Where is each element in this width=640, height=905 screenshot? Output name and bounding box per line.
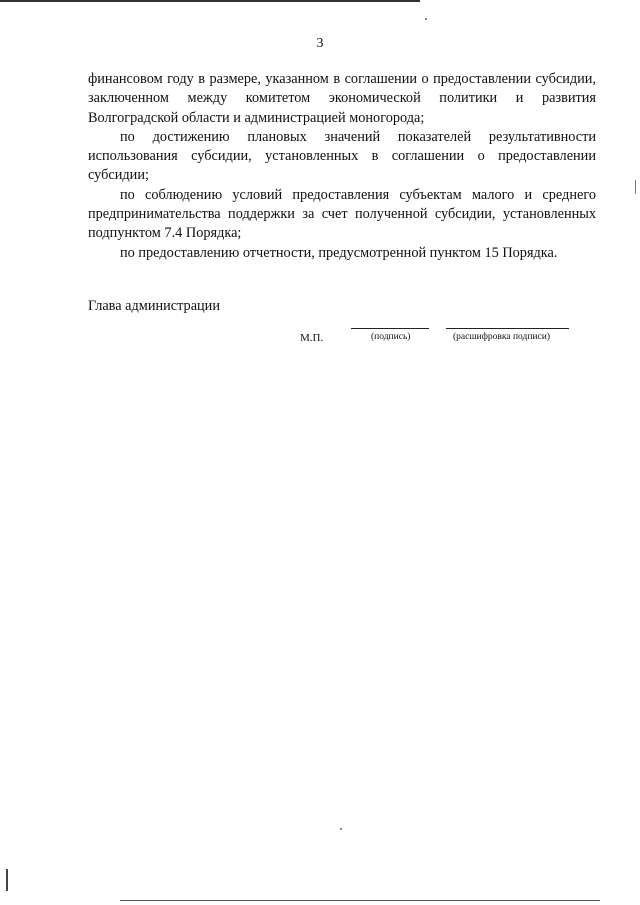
signature-decode-caption: (расшифровка подписи) — [453, 332, 550, 342]
scan-artifact-right-mark — [635, 180, 636, 194]
scan-artifact-dot — [340, 828, 342, 830]
document-body — [88, 70, 596, 263]
signature-decode-line — [446, 328, 569, 329]
paragraph-conditions: по соблюдению условий предоставления субъектам малого и среднего предпринимательства поддержки за счет полученной субсидии, установленных подпунктом 7.4 Порядка; — [88, 186, 596, 242]
signature-block — [0, 318, 640, 348]
signature-line — [351, 328, 429, 329]
scan-artifact-dot — [425, 18, 427, 20]
paragraph-continuation: финансовом году в размере, указанном в соглашении о предоставлении субсидии, заключенном между комитетом экономической политики и развития Волгоградской области и администрацией моногорода; — [88, 71, 596, 126]
signature-caption: (подпись) — [371, 332, 411, 342]
scan-artifact-top-line — [0, 0, 420, 2]
paragraph-reporting: по предоставлению отчетности, предусмотренной пунктом 15 Порядка. — [120, 244, 558, 261]
stamp-label: М.П. — [300, 332, 324, 344]
scan-artifact-left-mark — [6, 869, 8, 891]
page-number: 3 — [316, 36, 324, 51]
scan-artifact-bottom-line — [120, 900, 600, 901]
paragraph-targets: по достижению плановых значений показателей результативности использования субсидии, установленных в соглашении о предоставлении субсидии; — [88, 128, 596, 184]
signature-title: Глава администрации — [88, 298, 220, 314]
